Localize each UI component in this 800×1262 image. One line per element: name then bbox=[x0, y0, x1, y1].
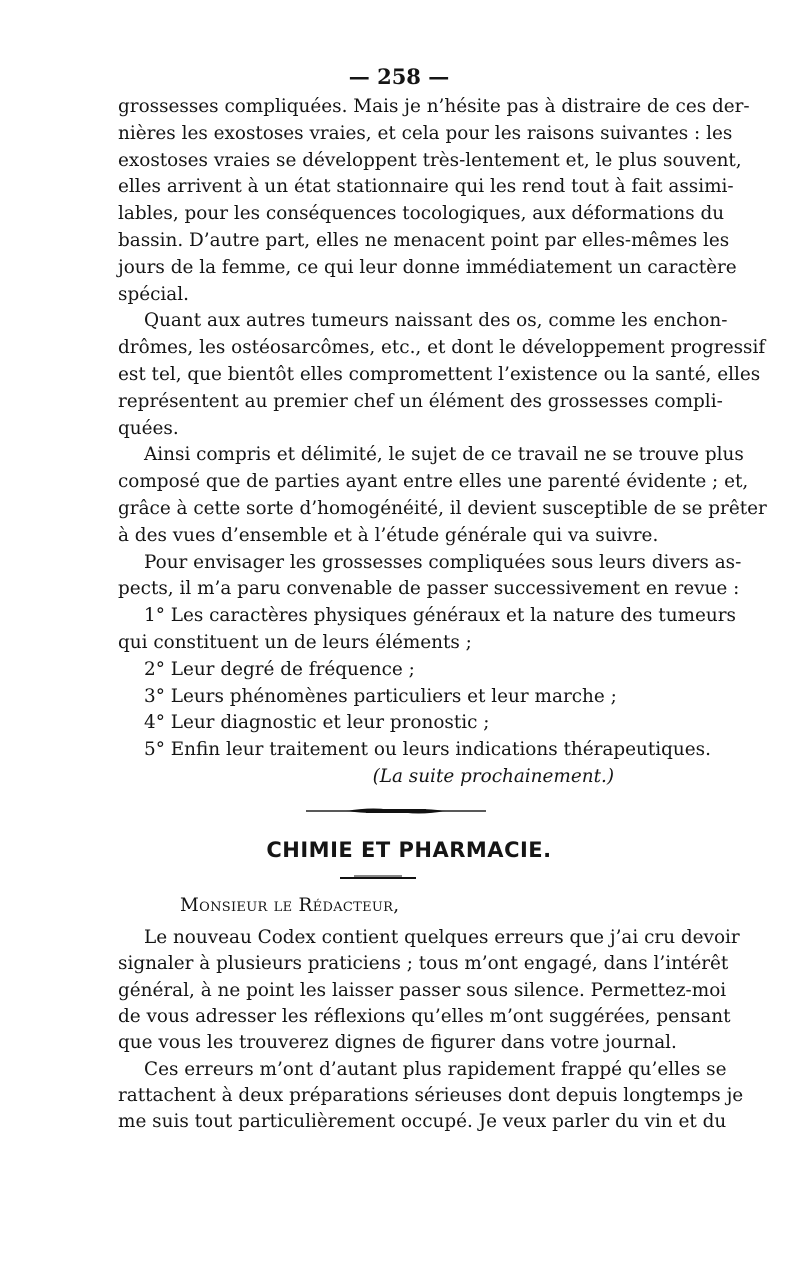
text-line: Pour envisager les grossesses compliquées sous leurs divers as- bbox=[144, 551, 742, 573]
list-item: 5° Enfin leur traitement ou leurs indications thérapeutiques. bbox=[144, 739, 711, 761]
text-line: signaler à plusieurs praticiens ; tous m’ont engagé, dans l’intérêt bbox=[118, 953, 729, 975]
text-line: exostoses vraies se développent très-lentement et, le plus souvent, bbox=[118, 149, 742, 171]
ornament-rule-icon bbox=[306, 807, 486, 815]
text-line: nières les exostoses vraies, et cela pour les raisons suivantes : les bbox=[118, 122, 733, 144]
text-line: composé que de parties ayant entre elles une parenté évidente ; et, bbox=[118, 471, 749, 493]
text-line: à des vues d’ensemble et à l’étude générale qui va suivre. bbox=[118, 524, 659, 546]
text-line: qui constituent un de leurs éléments ; bbox=[118, 631, 472, 653]
text-line: lables, pour les conséquences tocologiques, aux déformations du bbox=[118, 203, 725, 225]
document-page bbox=[118, 60, 767, 1136]
text-line: 1° Les caractères physiques généraux et la nature des tumeurs bbox=[144, 605, 736, 627]
text-line: de vous adresser les réflexions qu’elles m’ont suggérées, pensant bbox=[118, 1005, 731, 1027]
text-line: pects, il m’a paru convenable de passer successivement en revue : bbox=[118, 578, 740, 600]
list-item: 4° Leur diagnostic et leur pronostic ; bbox=[144, 712, 490, 734]
continuation-note: (La suite prochainement.) bbox=[372, 765, 614, 787]
text-line: jours de la femme, ce qui leur donne immédiatement un caractère bbox=[118, 256, 737, 278]
salutation: Monsieur le Rédacteur, bbox=[180, 894, 400, 916]
text-line: grâce à cette sorte d’homogénéité, il devient susceptible de se prêter bbox=[118, 497, 767, 519]
text-line: que vous les trouverez dignes de figurer dans votre journal. bbox=[118, 1032, 677, 1054]
text-line: rattachent à deux préparations sérieuses dont depuis longtemps je bbox=[118, 1085, 744, 1107]
text-line: quées. bbox=[118, 417, 179, 439]
text-line: grossesses compliquées. Mais je n’hésite pas à distraire de ces der- bbox=[118, 96, 750, 117]
text-line: drômes, les ostéosarcômes, etc., et dont le développement progressif bbox=[118, 337, 766, 359]
text-line: Quant aux autres tumeurs naissant des os, comme les enchon- bbox=[144, 310, 728, 332]
body-text bbox=[118, 94, 767, 791]
text-line: Le nouveau Codex contient quelques erreurs que j’ai cru devoir bbox=[144, 926, 740, 948]
section-title: CHIMIE ET PHARMACIE. bbox=[266, 837, 552, 862]
text-line: est tel, que bientôt elles compromettent l’existence ou la santé, elles bbox=[118, 363, 761, 385]
text-line: spécial. bbox=[118, 283, 189, 305]
text-line: général, à ne point les laisser passer sous silence. Permettez-moi bbox=[118, 979, 727, 1001]
title-underline bbox=[118, 865, 680, 891]
section-divider bbox=[118, 791, 680, 835]
text-line: Ainsi compris et délimité, le sujet de ce travail ne se trouve plus bbox=[144, 444, 744, 466]
text-line: elles arrivent à un état stationnaire qui les rend tout à fait assimi- bbox=[118, 176, 734, 198]
text-line: Ces erreurs m’ont d’autant plus rapidement frappé qu’elles se bbox=[144, 1058, 727, 1080]
page-number: — 258 — bbox=[348, 64, 450, 89]
text-line: me suis tout particulièrement occupé. Je veux parler du vin et du bbox=[118, 1111, 727, 1133]
letter-text bbox=[118, 925, 744, 1136]
short-rule-icon bbox=[340, 875, 416, 881]
text-line: représentent au premier chef un élément des grossesses compli- bbox=[118, 390, 723, 412]
list-item: 2° Leur degré de fréquence ; bbox=[144, 658, 415, 680]
list-item: 3° Leurs phénomènes particuliers et leur marche ; bbox=[144, 685, 617, 707]
text-line: bassin. D’autre part, elles ne menacent point par elles-mêmes les bbox=[118, 229, 730, 251]
